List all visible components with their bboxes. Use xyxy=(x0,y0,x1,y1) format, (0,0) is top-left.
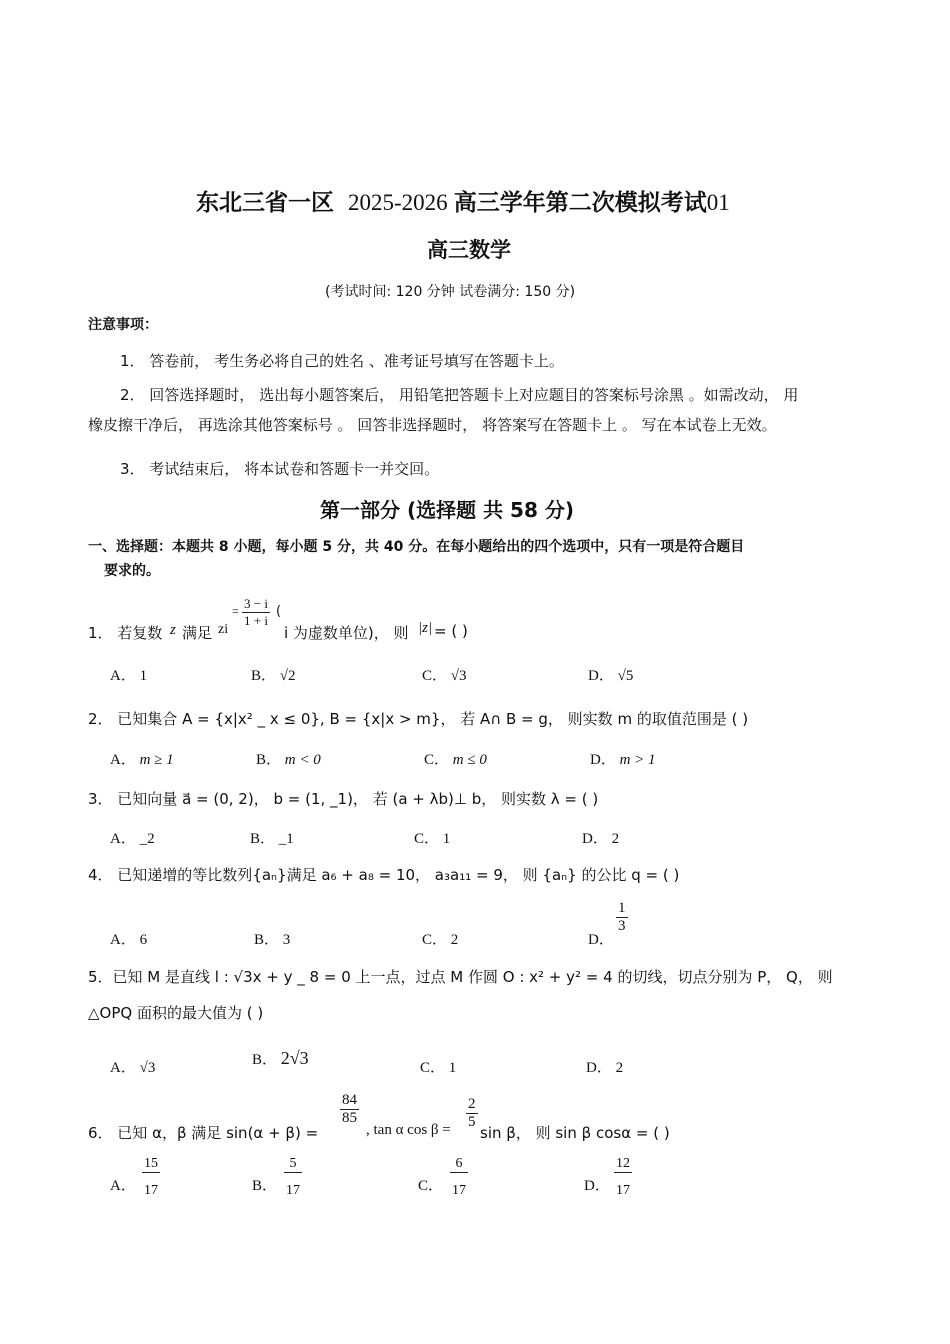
option-value: √5 xyxy=(617,668,634,684)
title-year: 2025-2026 xyxy=(348,190,448,215)
q6-tail: sin β， 则 sin β cosα = ( ) xyxy=(480,1124,670,1142)
option-label: C． xyxy=(414,831,440,847)
q5-option-c[interactable] xyxy=(420,1056,456,1077)
q1-mid: 满足 xyxy=(182,624,213,642)
q4-option-b[interactable] xyxy=(254,928,290,949)
option-label: B． xyxy=(252,1052,278,1068)
q1-fraction xyxy=(242,596,270,629)
question-2: 2． 已知集合 A = {x|x² _ x ≤ 0}, B = {x|x > m}， 若 A∩ B = g， 则实数 m 的取值范围是 ( ) xyxy=(88,710,749,728)
option-value: 2 xyxy=(450,932,459,948)
option-value: 3 xyxy=(282,932,291,948)
option-label: B． xyxy=(251,668,277,684)
option-value: m > 1 xyxy=(619,752,656,768)
option-label: A． xyxy=(110,1060,136,1076)
q5-option-d[interactable] xyxy=(586,1056,623,1077)
fraction-den: 85 xyxy=(342,1110,357,1126)
q6-mid: , tan α cos β = xyxy=(366,1122,451,1138)
option-value: 2 xyxy=(611,831,620,847)
q1-paren: ( xyxy=(276,604,282,619)
fraction-den: 17 xyxy=(286,1183,300,1198)
option-label: C． xyxy=(424,752,450,768)
q1-prefix: 1． 若复数 xyxy=(88,624,163,642)
option-label: D． xyxy=(588,932,614,948)
q3-option-b[interactable] xyxy=(250,827,294,848)
q2-option-c[interactable] xyxy=(424,748,487,769)
notice-item-2-line2: 橡皮擦干净后， 再选涂其他答案标号 。 回答非选择题时， 将答案写在答题卡上 。 写在本试卷上无效。 xyxy=(88,416,777,434)
option-label: C． xyxy=(422,668,448,684)
section-instruction-line2: 要求的。 xyxy=(104,563,160,579)
section-instruction-line1: 一、选择题：本题共 8 小题，每小题 5 分，共 40 分。在每小题给出的四个选项中，只有一项是符合题目 xyxy=(88,539,745,555)
option-label: A． xyxy=(110,1178,136,1194)
q4-option-c[interactable] xyxy=(422,928,458,949)
option-value: 1 xyxy=(139,668,148,684)
q6-option-d-fraction xyxy=(614,1156,632,1199)
fraction-den: 17 xyxy=(144,1183,158,1198)
q1-option-d[interactable] xyxy=(588,664,633,685)
option-label: A． xyxy=(110,752,136,768)
exam-title xyxy=(196,184,730,217)
option-label: C． xyxy=(420,1060,446,1076)
fraction-den: 3 xyxy=(618,918,626,934)
q6-option-a[interactable] xyxy=(110,1174,136,1195)
option-value: _1 xyxy=(278,831,294,847)
option-label: B． xyxy=(256,752,282,768)
q1-option-a[interactable] xyxy=(110,664,147,685)
q5-option-b[interactable] xyxy=(252,1048,309,1069)
q6-option-b-fraction xyxy=(284,1156,302,1199)
option-value: √3 xyxy=(139,1060,156,1076)
title-suffix: 01 xyxy=(706,190,730,215)
q1-frac-num: 3 − i xyxy=(244,596,268,611)
option-label: A． xyxy=(110,831,136,847)
option-label: A． xyxy=(110,932,136,948)
option-label: D． xyxy=(582,831,608,847)
option-value: √3 xyxy=(450,668,467,684)
q5-option-a[interactable] xyxy=(110,1056,155,1077)
option-value: 1 xyxy=(448,1060,457,1076)
fraction-num: 2 xyxy=(468,1096,476,1112)
fraction-num: 84 xyxy=(342,1092,357,1108)
part1-heading: 第一部分 (选择题 共 58 分) xyxy=(320,498,574,522)
fraction-den: 5 xyxy=(468,1114,476,1130)
option-label: D． xyxy=(586,1060,612,1076)
option-label: C． xyxy=(418,1178,444,1194)
q1-tail: = ( ) xyxy=(434,622,468,640)
fraction-num: 5 xyxy=(284,1156,302,1173)
q6-option-b[interactable] xyxy=(252,1174,277,1195)
q3-option-c[interactable] xyxy=(414,827,450,848)
option-label: C． xyxy=(422,932,448,948)
notice-item-2-line1: 2． 回答选择题时， 选出每小题答案后， 用铅笔把答题卡上对应题目的答案标号涂黑 。如需改动， 用 xyxy=(120,386,799,404)
option-value: m ≥ 1 xyxy=(139,752,174,768)
question-6 xyxy=(88,1092,788,1152)
option-label: D． xyxy=(584,1178,610,1194)
q6-prefix: 6． 已知 α，β 满足 sin(α + β) = xyxy=(88,1124,319,1142)
q6-option-c[interactable] xyxy=(418,1174,443,1195)
option-value: m < 0 xyxy=(284,752,321,768)
q2-option-a[interactable] xyxy=(110,748,174,769)
q1-eq: = xyxy=(232,604,239,618)
q6-option-a-fraction xyxy=(142,1156,160,1199)
fraction-den: 17 xyxy=(616,1183,630,1198)
option-label: B． xyxy=(254,932,280,948)
q4-option-d-fraction xyxy=(616,900,628,935)
option-value: m ≤ 0 xyxy=(452,752,487,768)
q2-option-d[interactable] xyxy=(590,748,656,769)
subject-title: 高三数学 xyxy=(427,238,511,262)
q2-option-b[interactable] xyxy=(256,748,321,769)
notice-item-1: 1． 答卷前， 考生务必将自己的姓名 、准考证号填写在答题卡上。 xyxy=(120,352,564,370)
fraction-num: 1 xyxy=(618,900,626,916)
q6-option-d[interactable] xyxy=(584,1174,610,1195)
option-value: √2 xyxy=(279,668,296,684)
fraction-num: 6 xyxy=(450,1156,468,1173)
q6-option-c-fraction xyxy=(450,1156,468,1199)
exam-info: (考试时间: 120 分钟 试卷满分: 150 分) xyxy=(325,284,576,300)
option-value: 6 xyxy=(139,932,148,948)
q1-frac-den: 1 + i xyxy=(244,613,268,628)
option-label: B． xyxy=(250,831,276,847)
q3-option-d[interactable] xyxy=(582,827,619,848)
title-rest: 高三学年第二次模拟考试 xyxy=(453,190,707,216)
q1-var: z xyxy=(170,622,176,638)
title-region: 东北三省一区 xyxy=(196,190,334,216)
option-value: 2√3 xyxy=(280,1048,309,1068)
option-value: _2 xyxy=(139,831,155,847)
fraction-den: 17 xyxy=(452,1183,466,1198)
option-value: 2 xyxy=(615,1060,624,1076)
q1-abs: |z| xyxy=(418,620,433,636)
notice-item-3: 3． 考试结束后， 将本试卷和答题卡一并交回。 xyxy=(120,460,440,478)
option-label: A． xyxy=(110,668,136,684)
option-label: D． xyxy=(588,668,614,684)
option-label: B． xyxy=(252,1178,278,1194)
fraction-num: 15 xyxy=(144,1156,158,1171)
q1-option-c[interactable] xyxy=(422,664,467,685)
option-label: D． xyxy=(590,752,616,768)
q1-zi: zi xyxy=(218,622,229,637)
notice-heading: 注意事项： xyxy=(88,317,158,333)
q4-option-a[interactable] xyxy=(110,928,147,949)
q1-option-b[interactable] xyxy=(251,664,296,685)
fraction-num: 12 xyxy=(616,1156,630,1171)
q6-fraction-1 xyxy=(340,1092,359,1127)
question-5-line1: 5．已知 M 是直线 l : √3x + y _ 8 = 0 上一点，过点 M 作圆 O : x² + y² = 4 的切线，切点分别为 P， Q， 则 xyxy=(88,968,833,986)
q4-option-d[interactable] xyxy=(588,928,614,949)
q3-option-a[interactable] xyxy=(110,827,155,848)
q6-fraction-2 xyxy=(466,1096,478,1131)
q1-note: i 为虚数单位)， 则 xyxy=(284,624,409,642)
question-5-line2: △OPQ 面积的最大值为 ( ) xyxy=(88,1004,264,1022)
option-value: 1 xyxy=(442,831,451,847)
question-3: 3． 已知向量 a⃗ = (0, 2)， b = (1, _1)， 若 (a + λb)⊥ b， 则实数 λ = ( ) xyxy=(88,790,599,808)
question-4: 4． 已知递增的等比数列{aₙ}满足 a₆ + a₈ = 10， a₃a₁₁ = 9， 则 {aₙ} 的公比 q = ( ) xyxy=(88,866,680,884)
